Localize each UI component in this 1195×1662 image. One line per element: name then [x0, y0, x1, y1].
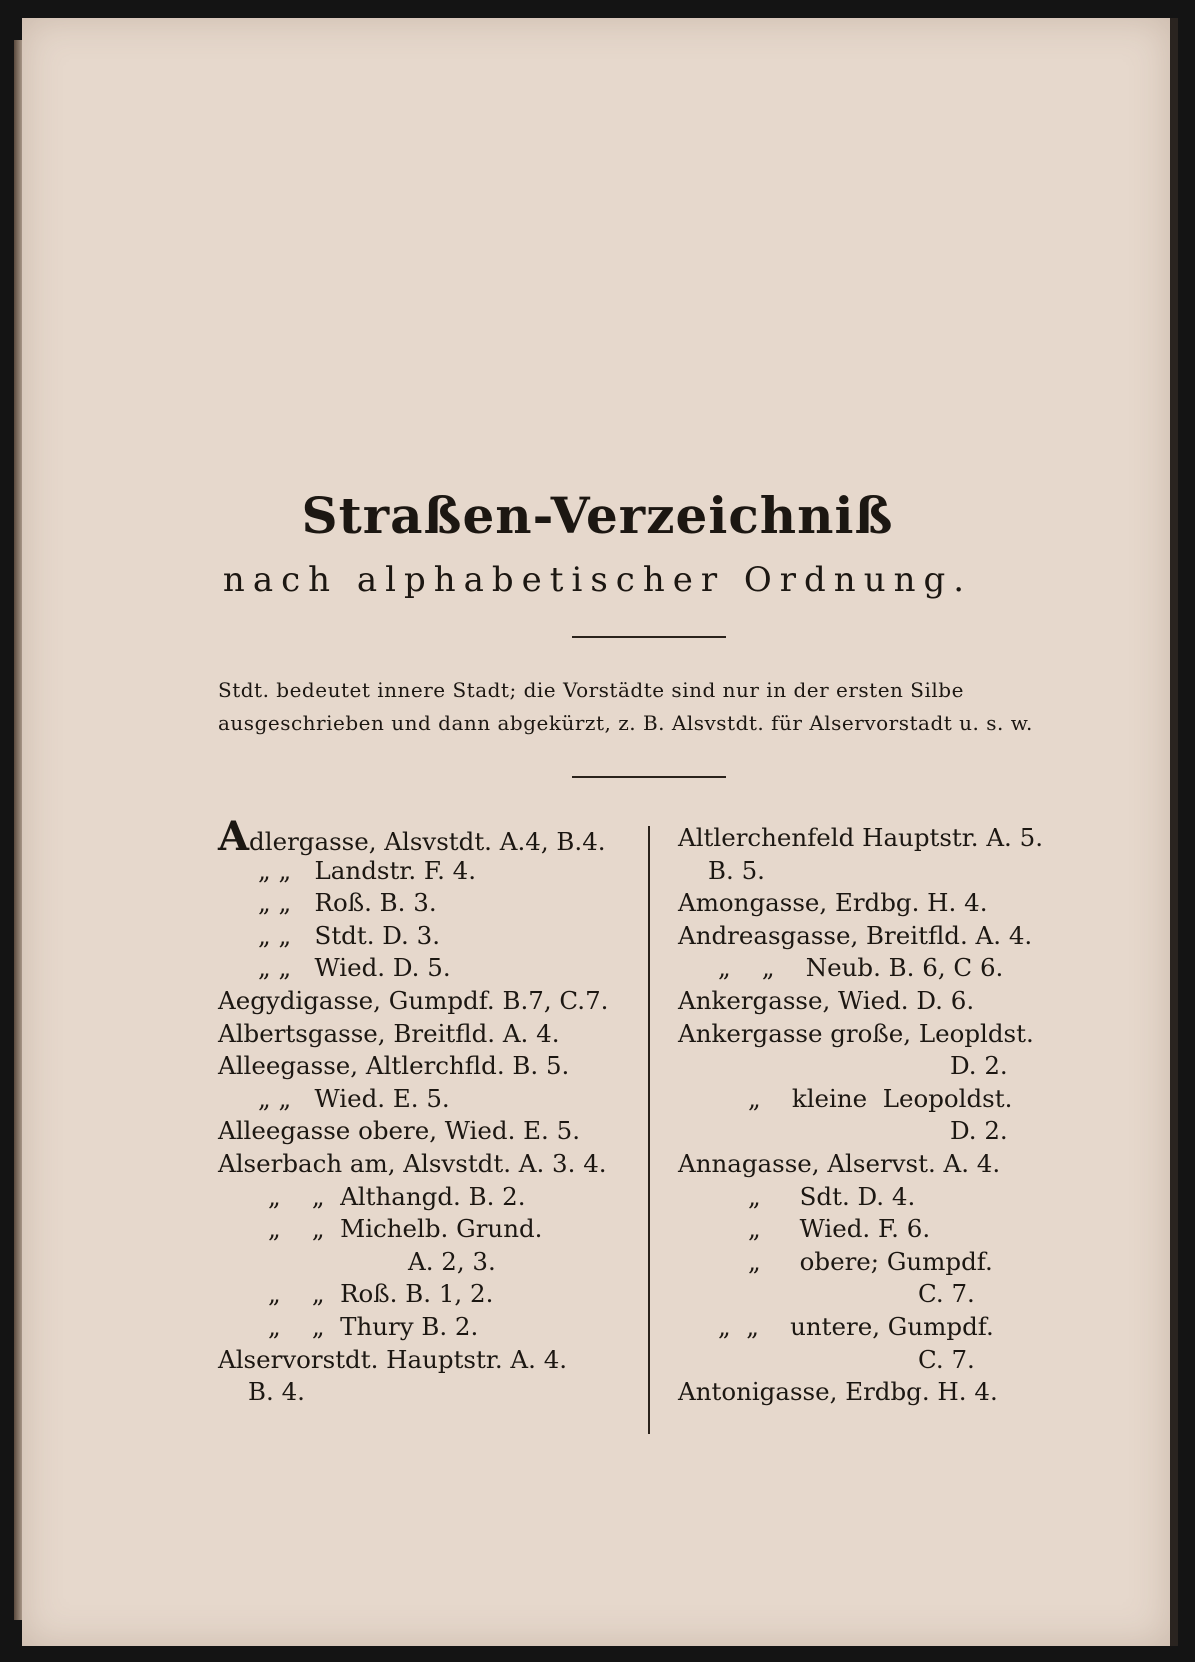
street-entry-text: Amongasse, Erdbg. H. 4. [678, 888, 988, 918]
street-entry-text: D. 2. [950, 1051, 1008, 1081]
street-entry [218, 985, 638, 1018]
street-list-right [678, 822, 1098, 1409]
street-entry [218, 1213, 638, 1246]
street-entry-text: „ „ Wied. E. 5. [258, 1083, 450, 1113]
street-entry [678, 1213, 1098, 1246]
note-line-1: Stdt. bedeutet innere Stadt; die Vorstädte sind nur in der ersten Silbe [218, 678, 964, 702]
street-entry-text: Alleegasse, Altlerchfld. B. 5. [218, 1051, 570, 1081]
street-entry-text: Andreasgasse, Breitfld. A. 4. [678, 920, 1033, 950]
street-entry [218, 920, 638, 953]
street-entry-text: „ „ Wied. D. 5. [258, 953, 451, 983]
street-entry [218, 1050, 638, 1083]
street-entry [678, 1050, 1098, 1083]
street-entry-text: „ „ Thury B. 2. [268, 1311, 479, 1341]
street-entry [678, 1018, 1098, 1051]
street-entry-text: „ obere; Gumpdf. [748, 1246, 993, 1276]
street-entry-text: „ „ Roß. B. 1, 2. [268, 1279, 494, 1309]
page-title: Straßen-Verzeichniß [301, 486, 894, 545]
street-entry-text: C. 7. [918, 1279, 975, 1309]
street-entry [218, 813, 638, 860]
street-entry-text: Albertsgasse, Breitfld. A. 4. [218, 1018, 560, 1048]
note-rule [572, 776, 726, 778]
street-entry-text: „ „ Landstr. F. 4. [258, 855, 477, 885]
street-entry [678, 855, 1098, 888]
street-entry-text: „ „ Althangd. B. 2. [268, 1181, 526, 1211]
street-entry-text: C. 7. [918, 1344, 975, 1374]
street-entry [218, 855, 638, 888]
page-edge-right [1170, 18, 1178, 1646]
street-entry-text: Antonigasse, Erdbg. H. 4. [678, 1377, 998, 1407]
street-entry-text: Annagasse, Alservst. A. 4. [678, 1148, 1001, 1178]
street-entry [218, 1344, 638, 1377]
street-entry [218, 1278, 638, 1311]
street-entry-text: Alleegasse obere, Wied. E. 5. [218, 1116, 580, 1146]
drop-cap: A [218, 813, 250, 860]
street-entry [678, 1246, 1098, 1279]
street-entry [678, 1181, 1098, 1214]
street-entry-text: Altlerchenfeld Hauptstr. A. 5. [678, 823, 1044, 852]
street-entry [678, 985, 1098, 1018]
street-entry [678, 822, 1098, 855]
street-entry [218, 1148, 638, 1181]
street-entry-text: B. 5. [708, 855, 765, 885]
street-entry-text: B. 4. [248, 1377, 305, 1407]
street-list-left [218, 813, 638, 1409]
street-entry [218, 1115, 638, 1148]
street-entry [218, 1246, 638, 1279]
street-entry [678, 952, 1098, 985]
street-entry [678, 887, 1098, 920]
street-entry [218, 1018, 638, 1051]
street-entry [678, 1376, 1098, 1409]
street-entry-text: „ „ Roß. B. 3. [258, 888, 437, 918]
street-entry [678, 1083, 1098, 1116]
street-entry-text: „ „ Neub. B. 6, C 6. [718, 953, 1004, 983]
street-entry [218, 1181, 638, 1214]
street-entry-text: dlergasse, Alsvstdt. A.4, B.4. [249, 827, 606, 856]
street-entry [218, 1376, 638, 1409]
street-entry-text: Alserbach am, Alsvstdt. A. 3. 4. [218, 1148, 607, 1178]
street-entry [678, 1148, 1098, 1181]
street-entry-text: Ankergasse große, Leopldst. [678, 1018, 1034, 1048]
street-entry [678, 1344, 1098, 1377]
street-entry-text: Aegydigasse, Gumpdf. B.7, C.7. [218, 985, 609, 1015]
street-entry-text: Alservorstdt. Hauptstr. A. 4. [218, 1344, 568, 1374]
title-rule [572, 636, 726, 638]
street-entry [218, 952, 638, 985]
street-entry [678, 1311, 1098, 1344]
street-entry-text: „ kleine Leopoldst. [748, 1083, 1013, 1113]
note-line-2: ausgeschrieben und dann abgekürzt, z. B. Alsvstdt. für Alservorstadt u. s. w. [218, 711, 1033, 735]
street-entry-text: Ankergasse, Wied. D. 6. [678, 985, 975, 1015]
street-entry [218, 1083, 638, 1116]
street-entry [678, 1278, 1098, 1311]
street-entry [678, 1115, 1098, 1148]
street-entry-text: „ „ Michelb. Grund. [268, 1214, 543, 1244]
street-entry-text: A. 2, 3. [408, 1246, 496, 1276]
column-divider [648, 826, 650, 1434]
street-entry [678, 920, 1098, 953]
street-entry-text: „ Wied. F. 6. [748, 1214, 931, 1244]
street-entry [218, 1311, 638, 1344]
page-subtitle: nach alphabetischer Ordnung. [222, 560, 973, 600]
street-entry-text: „ „ Stdt. D. 3. [258, 920, 440, 950]
street-entry-text: „ Sdt. D. 4. [748, 1181, 916, 1211]
street-entry-text: D. 2. [950, 1116, 1008, 1146]
street-entry [218, 887, 638, 920]
street-entry-text: „ „ untere, Gumpdf. [718, 1311, 994, 1341]
